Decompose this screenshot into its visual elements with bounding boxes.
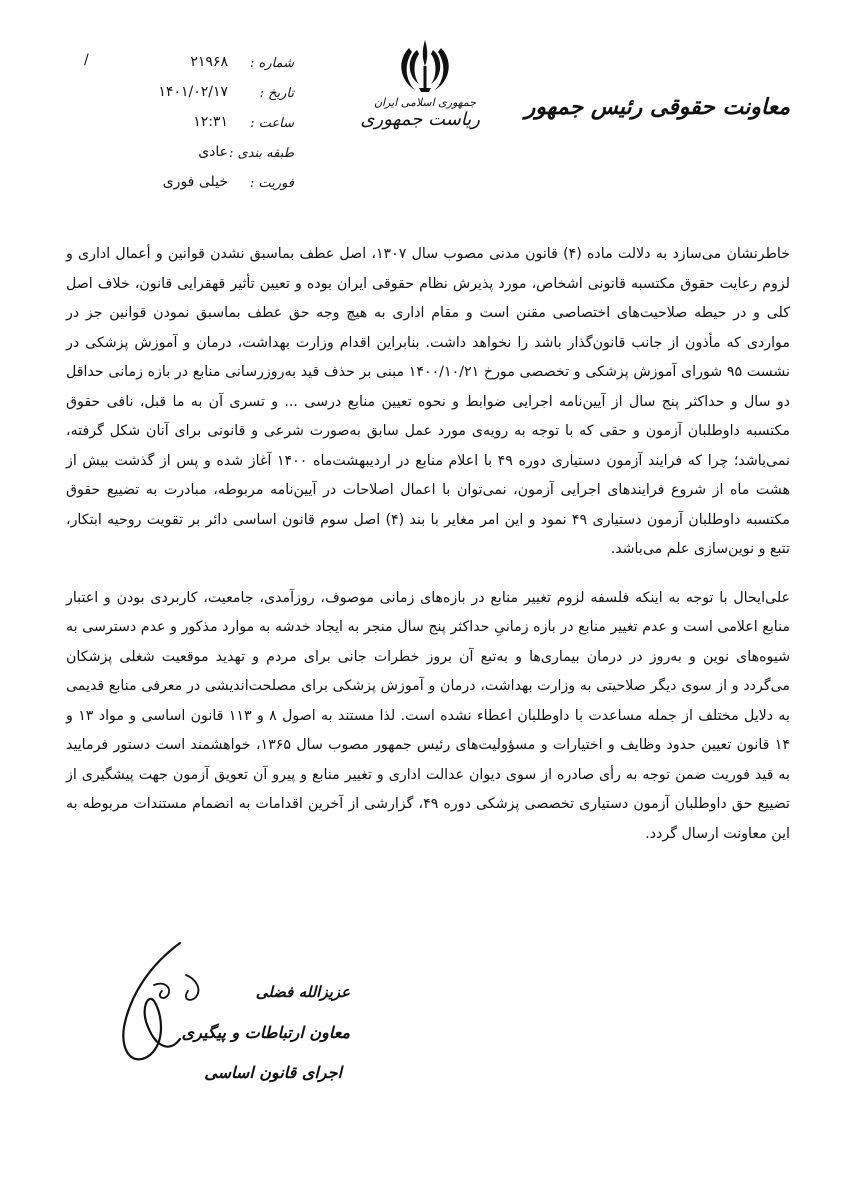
signature-block bbox=[110, 935, 350, 1105]
classification-value: عادی bbox=[198, 144, 228, 160]
letter-metadata bbox=[84, 50, 294, 200]
urgency-label: فوریت : bbox=[249, 176, 294, 191]
meta-classification-row bbox=[84, 140, 294, 170]
time-label: ساعت : bbox=[250, 116, 294, 131]
number-slash: / bbox=[84, 52, 89, 68]
emblem-caption-presidency: ریاست جمهوری bbox=[360, 109, 480, 130]
meta-number-row bbox=[84, 50, 294, 80]
office-title: معاونت حقوقی رئیس جمهور bbox=[524, 94, 790, 120]
letter-number: ۲۱۹۶۸ bbox=[190, 54, 228, 70]
letterhead-emblem bbox=[360, 36, 480, 166]
meta-date-row bbox=[84, 80, 294, 110]
meta-time-row bbox=[84, 110, 294, 140]
urgency-value: خیلی فوری bbox=[162, 174, 228, 190]
signatory-name: عزیزالله فضلی bbox=[255, 983, 350, 1001]
meta-urgency-row bbox=[84, 170, 294, 200]
signatory-title-line2: اجرای قانون اساسی bbox=[204, 1063, 342, 1082]
body-paragraph-1: خاطرنشان می‌سازد به دلالت ماده (۴) قانون مدنی مصوب سال ۱۳۰۷، اصل عطف بماسبق نشدن قوانین و أعمال اداری و لزوم رعایت حقوق مکتسبه قانونی اشخاص، مورد پذیرش نظام حقوقی ایران بوده و تعیین تأثیر قهقرایی قانون، خلاف اصل کلی و در حیطه صلاحیت‌های اختصاصی مقنن است و مقام اداری به هیچ وجه حق عطف بماسبق نمودن قوانین جز در مواردی که مأذون از جانب قانون‌گذار باشد را نخواهد داشت. بنابراین اقدام وزارت بهداشت، درمان و آموزش پزشکی در نشست ۹۵ شورای آموزش پزشکی و تخصصی مورخ ۱۴۰۰/۱۰/۲۱ مبنی بر حذف قید به‌روزرسانی منابع در بازه زمانی حداقل دو سال و حداکثر پنج سال از آیین‌نامه اجرایی ضوابط و نحوه تعیین منابع درسی ... و تسری آن به ما قبل، نافی حقوق مکتسبه داوطلبان آزمون و حقی که با توجه به رویه‌ی مورد عمل سابق به‌صورت شرعی و قانونی برای آنان شکل گرفته، نمی‌باشد؛ چرا که فرایند آزمون دستیاری دوره ۴۹ با اعلام منابع در اردیبهشت‌ماه ۱۴۰۰ آغاز شده و پس از گذشت بیش از هشت ماه از شروع فرایندهای اجرایی آزمون، نمی‌توان با اعمال اصلاحات در آیین‌نامه مربوطه، مبادرت به تضییع حقوق مکتسبه داوطلبان آزمون دستیاری ۴۹ نمود و این امر مغایر با بند (۴) اصل سوم قانون اساسی دائر بر تقویت روحیه ابتکار، تتبع و نوین‌سازی علم می‌باشد. bbox=[66, 246, 791, 557]
number-label: شماره : bbox=[250, 56, 294, 71]
signatory-title-line1: معاون ارتباطات و پیگیری bbox=[181, 1023, 350, 1042]
letter-body bbox=[66, 240, 790, 868]
body-paragraph-2: علی‌ایحال با توجه به اینکه فلسفه لزوم تغییر منابع در بازه‌های زمانی موصوف، روزآمدی، جامعیت، کاربردی بودن و اعتبار منابع اعلامی است و عدم تغییر منابع در بازه زمانیِ حداکثر پنج سال منجر به ایجاد خدشه به موارد مذکور و عدم دسترسی به شیوه‌های نوین و به‌روز در درمان بیماری‌ها و به‌تبع آن بروز خطرات جانی برای مردم و تهدید موقعیت شغلی پزشکان می‌گردد و از سوی دیگر صلاحیتی به وزارت بهداشت، درمان و آموزش پزشکی برای مصلحت‌اندیشی در معرفی منابع قدیمی به دلایل مختلف از جمله مساعدت با داوطلبان اعطاء نشده است. لذا مستند به اصول ۸ و ۱۱۳ قانون اساسی و مواد ۱۳ و ۱۴ قانون تعیین حدود وظایف و اختیارات و مسؤولیت‌های رئیس جمهور مصوب سال ۱۳۶۵، خواهشمند است دستور فرمایید به قید فوریت ضمن توجه به رأی صادره از سوی دیوان عدالت اداری و تغییر منابع و پیرو آن تعویق آزمون جهت پیشگیری از تضییع حق داوطلبان آزمون دستیاری تخصصی پزشکی دوره ۴۹، گزارشی از آخرین اقدامات به انضمام مستندات مربوطه به این معاونت ارسال گردد. bbox=[66, 589, 790, 842]
emblem-caption-country: جمهوری اسلامی ایران bbox=[373, 96, 477, 109]
letter-time: ۱۲:۳۱ bbox=[193, 114, 228, 130]
classification-label: طبقه بندی : bbox=[229, 146, 294, 161]
letter-date: ۱۴۰۱/۰۲/۱۷ bbox=[158, 84, 228, 100]
date-label: تاریخ : bbox=[259, 86, 294, 101]
emblem-icon bbox=[395, 36, 455, 94]
